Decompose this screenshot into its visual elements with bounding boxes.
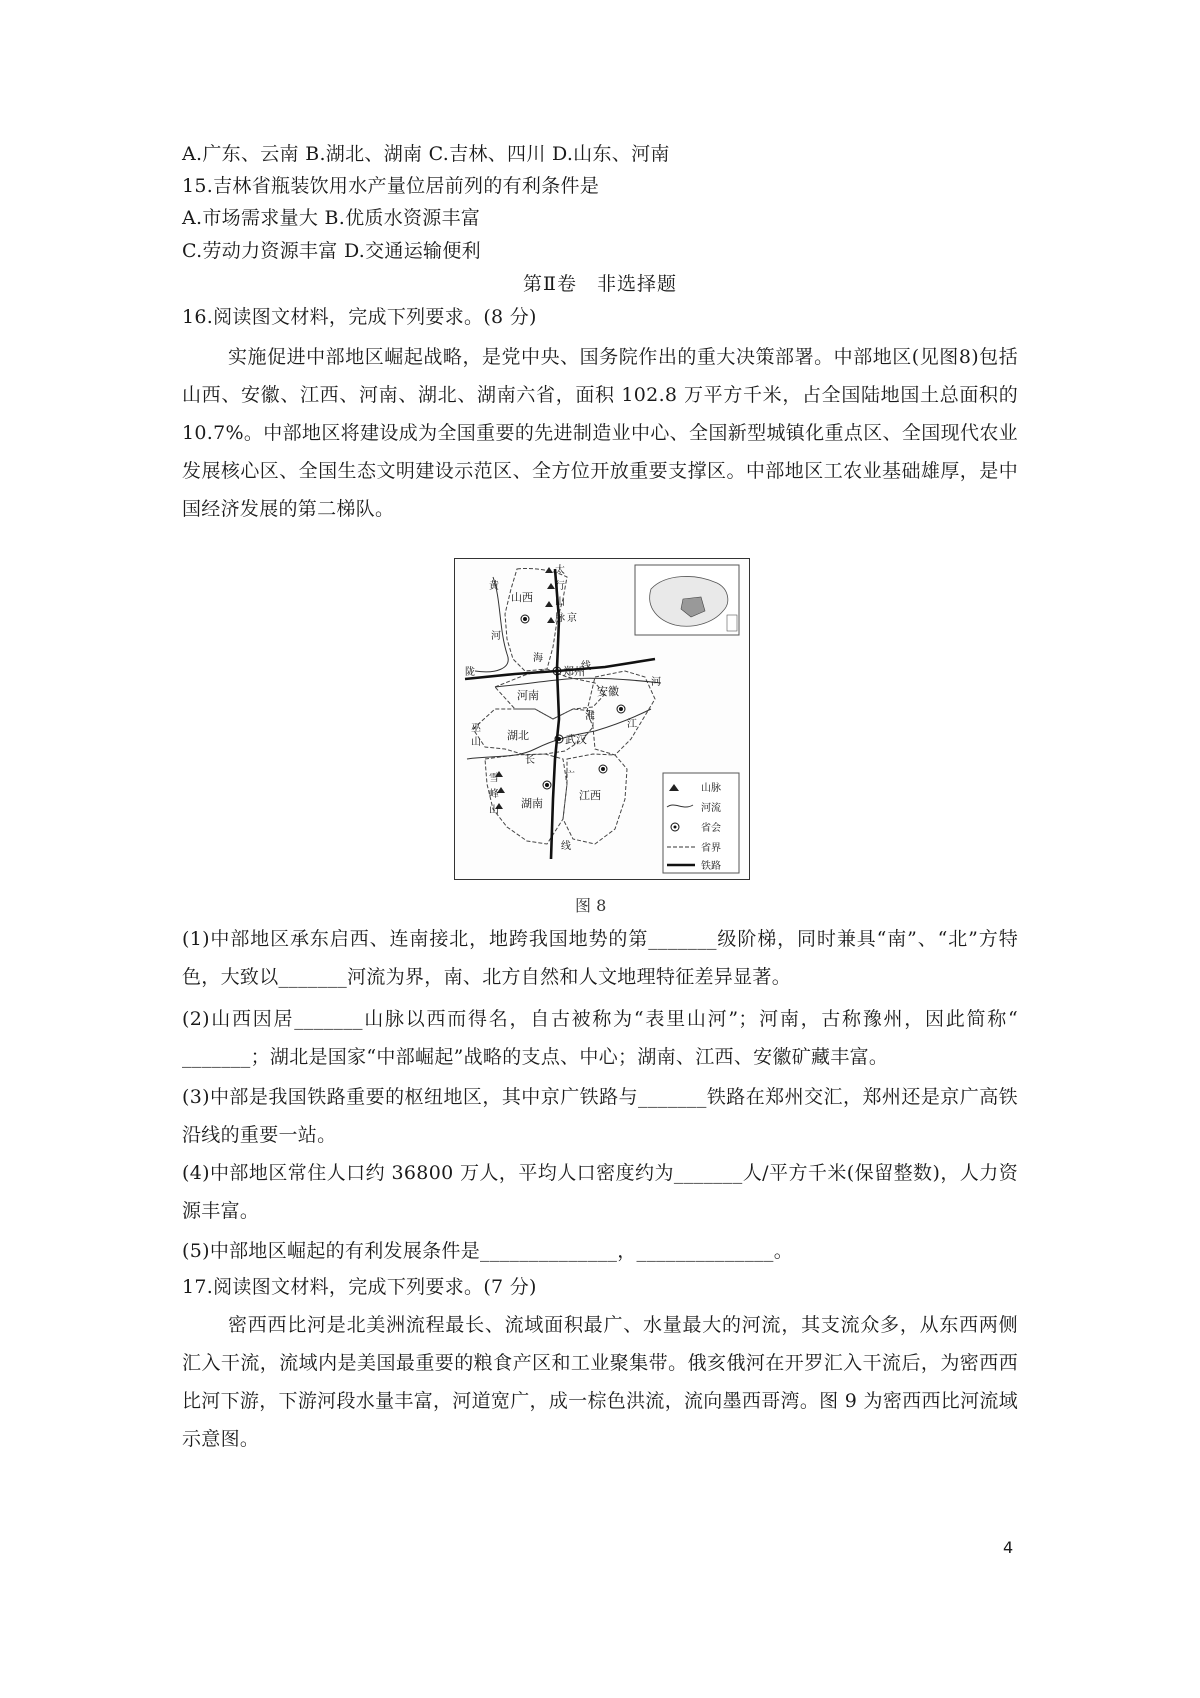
svg-text:太: 太	[555, 565, 565, 576]
svg-text:脉: 脉	[555, 613, 565, 624]
svg-text:线: 线	[561, 841, 571, 852]
svg-text:广: 广	[565, 771, 575, 782]
q16-stem: 16.阅读图文材料，完成下列要求。(8 分)	[182, 306, 537, 328]
svg-text:山: 山	[471, 737, 481, 748]
q15-options-cd: C.劳动力资源丰富 D.交通运输便利	[182, 240, 481, 262]
q16-material: 实施促进中部地区崛起战略，是党中央、国务院作出的重大决策部署。中部地区(见图8)包括山西、安徽、江西、河南、湖北、湖南六省，面积 102.8 万平方千米，占全国陆地国土总面积的 10.7%。中部地区将建设成为全国重要的先进制造业中心、全国新型城镇化重点区、全国现代农业发展核心区、全国生态文明建设示范区、全方位开放重要支撑区。中部地区工农业基础雄厚，是中国经济发展的第二梯队。	[182, 346, 1018, 520]
svg-text:峰: 峰	[489, 789, 499, 800]
svg-text:山: 山	[555, 597, 565, 608]
svg-text:省界: 省界	[701, 843, 721, 854]
city-label-wuhan: 武汉	[565, 733, 587, 746]
svg-text:京: 京	[567, 613, 577, 624]
q16-part5: (5)中部地区崛起的有利发展条件是______________，______________。	[182, 1240, 794, 1262]
city-label-zhengzhou: 郑州	[563, 665, 585, 678]
svg-text:线: 线	[581, 661, 591, 672]
province-label-jiangxi: 江西	[579, 789, 601, 802]
svg-text:铁路: 铁路	[701, 861, 721, 872]
q16-part3: (3)中部是我国铁路重要的枢纽地区，其中京广铁路与_______铁路在郑州交汇，郑州还是京广高铁沿线的重要一站。	[182, 1086, 1018, 1146]
svg-text:黄: 黄	[489, 581, 499, 592]
province-label-shanxi-1: 山西	[511, 591, 533, 604]
svg-text:陇: 陇	[465, 667, 475, 678]
figure-caption: 图 8	[575, 896, 607, 915]
q16-part2: (2)山西因居_______山脉以西而得名，自古被称为“表里山河”；河南，古称豫州，因此简称“ _______；湖北是国家“中部崛起”战略的支点、中心；湖南、江西、安徽矿藏丰富。	[182, 1008, 1018, 1068]
page-number: 4	[1003, 1538, 1014, 1557]
svg-text:省会: 省会	[701, 823, 721, 834]
q17-material: 密西西比河是北美洲流程最长、流域面积最广、水量最大的河流，其支流众多，从东西两侧汇入干流，流域内是美国最重要的粮食产区和工业聚集带。俄亥俄河在开罗汇入干流后，为密西西比河下游，下游河段水量丰富，河道宽广，成一棕色洪流，流向墨西哥湾。图 9 为密西西比河流域示意图。	[182, 1314, 1018, 1450]
svg-text:河: 河	[651, 677, 661, 688]
svg-text:河: 河	[491, 631, 501, 642]
province-label-anhui: 安徽	[597, 685, 619, 698]
svg-text:山脉: 山脉	[701, 783, 721, 794]
svg-text:巫: 巫	[471, 723, 481, 734]
q15-options-ab: A.市场需求量大 B.优质水资源丰富	[182, 207, 481, 229]
section-heading: 第Ⅱ卷 非选择题	[523, 273, 677, 295]
svg-text:行: 行	[555, 581, 565, 592]
svg-text:长: 长	[525, 755, 535, 766]
province-label-hubei: 湖北	[507, 729, 529, 742]
svg-text:雪: 雪	[489, 773, 499, 784]
svg-text:河流: 河流	[701, 803, 721, 814]
q17-stem: 17.阅读图文材料，完成下列要求。(7 分)	[182, 1276, 537, 1298]
map-svg	[455, 559, 749, 879]
svg-text:淮: 淮	[585, 711, 595, 722]
province-label-henan: 河南	[517, 689, 539, 702]
svg-text:江: 江	[627, 719, 637, 730]
q14-options: A.广东、云南 B.湖北、湖南 C.吉林、四川 D.山东、河南	[182, 143, 670, 165]
province-label-hunan: 湖南	[521, 797, 543, 810]
svg-text:海: 海	[533, 653, 543, 664]
central-china-map	[454, 558, 750, 880]
q16-part4: (4)中部地区常住人口约 36800 万人，平均人口密度约为_______人/平方千米(保留整数)，人力资源丰富。	[182, 1162, 1018, 1222]
q15-stem: 15.吉林省瓶装饮用水产量位居前列的有利条件是	[182, 175, 600, 197]
q16-part1: (1)中部地区承东启西、连南接北，地跨我国地势的第_______级阶梯，同时兼具“南”、“北”方特色，大致以_______河流为界，南、北方自然和人文地理特征差异显著。	[182, 928, 1018, 988]
svg-text:山: 山	[489, 805, 499, 816]
